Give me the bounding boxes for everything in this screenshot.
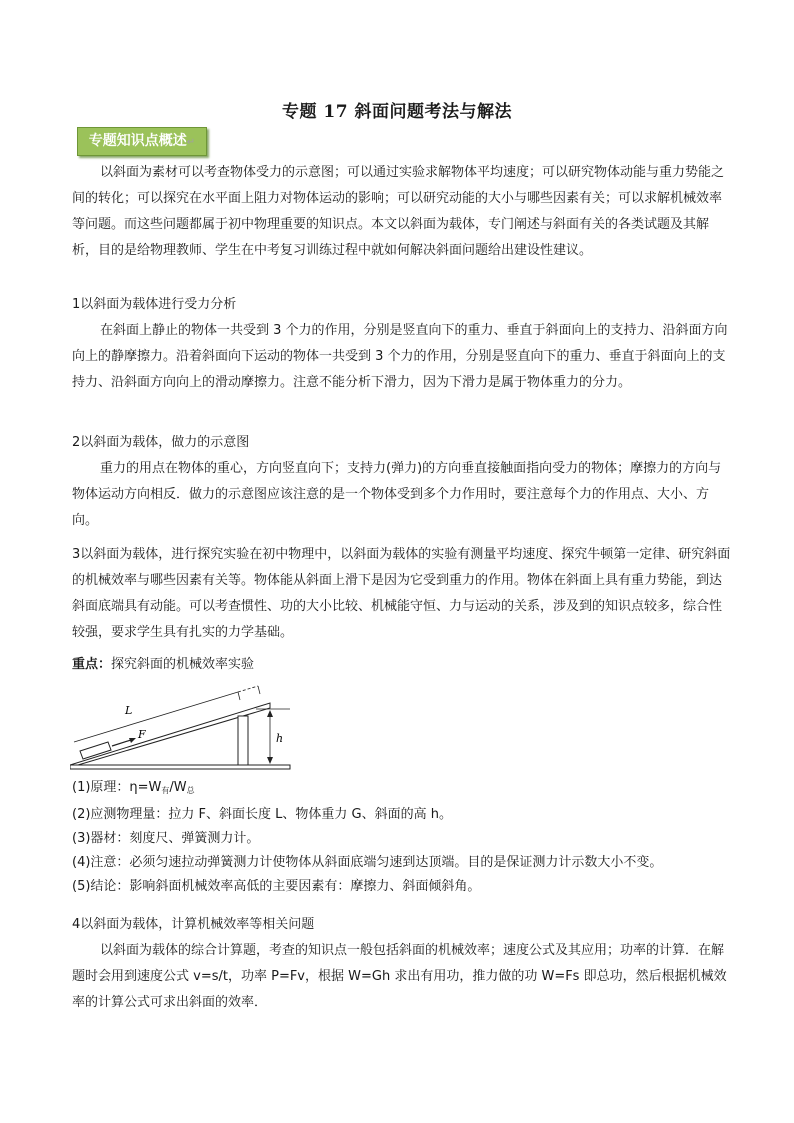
key-point (72, 652, 254, 678)
key-point-text: 探究斜面的机械效率实验 (111, 657, 255, 672)
support-post (238, 716, 248, 765)
key-point-label: 重点： (72, 657, 112, 672)
section-3-body: 3以斜面为载体，进行探究实验在初中物理中，以斜面为载体的实验有测量平均速度、探究牛顿第一定律、研究斜面的机械效率与哪些因素有关等。物体能从斜面上滑下是因为它受到重力的作用。物体在斜面上具有重力势能，到达斜面底端具有动能。可以考查惯性、功的大小比较、机械能守恒、力与运动的关系，涉及到的知识点较多，综合性较强，要求学生具有扎实的力学基础。 (72, 547, 731, 640)
return-mark-icon: ↵ (186, 137, 196, 148)
length-dimension-line (74, 692, 238, 742)
intro-paragraph: 以斜面为素材可以考查物体受力的示意图；可以通过实验求解物体平均速度；可以研究物体动能与重力势能之间的转化；可以探究在水平面上阻力对物体运动的影响；可以研究动能的大小与哪些因素有关；可以求解机械效率等问题。而这些问题都属于初中物理重要的知识点。本文以斜面为载体，专门阐述与斜面有关的各类试题及其解析，目的是给物理教师、学生在中考复习训练过程中就如何解决斜面问题给出建设性建议。 (72, 165, 725, 258)
list-item-principle: (1)原理：$\eta=W_有/W_总$ (72, 780, 195, 795)
label-h: h (276, 732, 284, 745)
section-1-body: 在斜面上静止的物体一共受到 3 个力的作用，分别是竖直向下的重力、垂直于斜面向上的支持力、沿斜面方向向上的静摩擦力。沿着斜面向下运动的物体一共受到 3 个力的作用，分别是竖直向下的重力、垂直于斜面向上的支持力、沿斜面方向向上的滑动摩擦力。注意不能分析下滑力，因为下滑力是属于物体重力的分力。 (72, 323, 728, 390)
section-4-body: 以斜面为载体的综合计算题，考查的知识点一般包括斜面的机械效率；速度公式及其应用；功率的计算．在解题时会用到速度公式 v=s/t，功率 P=Fv，根据 W=Gh 求出有用功，推力做的功 W=Fs 即总功，然后根据机械效率的计算公式可求出斜面的效率． (72, 943, 727, 1010)
label-L: L (125, 704, 133, 717)
experiment-list (72, 776, 732, 899)
section-4-heading: 4以斜面为载体，计算机械效率等相关问题 (72, 917, 315, 932)
document-title: 专题 17 斜面问题考法与解法 (282, 102, 512, 122)
list-item-notes: (4)注意：必须匀速拉动弹簧测力计使物体从斜面底端匀速到达顶端。目的是保证测力计示数大小不变。 (72, 855, 663, 870)
list-item-equipment: (3)器材：刻度尺、弹簧测力计。 (72, 831, 260, 846)
section-tag (77, 127, 207, 156)
list-item-quantities: (2)应测物理量：拉力 F、斜面长度 L、物体重力 G、斜面的高 h。 (72, 807, 452, 822)
section-2-heading: 2以斜面为载体，做力的示意图 (72, 435, 250, 450)
force-arrowhead (129, 738, 136, 743)
section-1-heading: 1以斜面为载体进行受力分析 (72, 297, 237, 312)
label-F: F (138, 728, 146, 741)
ground-base (70, 765, 290, 769)
list-item-conclusion: (5)结论：影响斜面机械效率高低的主要因素有：摩擦力、斜面倾斜角。 (72, 879, 481, 894)
incline-diagram (70, 680, 300, 780)
section-tag-label: 专题知识点概述 (88, 133, 187, 149)
section-2-body: 重力的用点在物体的重心，方向竖直向下；支持力(弹力)的方向垂直接触面指向受力的物体；摩擦力的方向与物体运动方向相反．做力的示意图应该注意的是一个物体受到多个力作用时，要注意每个力的作用点、大小、方向。 (72, 461, 722, 528)
